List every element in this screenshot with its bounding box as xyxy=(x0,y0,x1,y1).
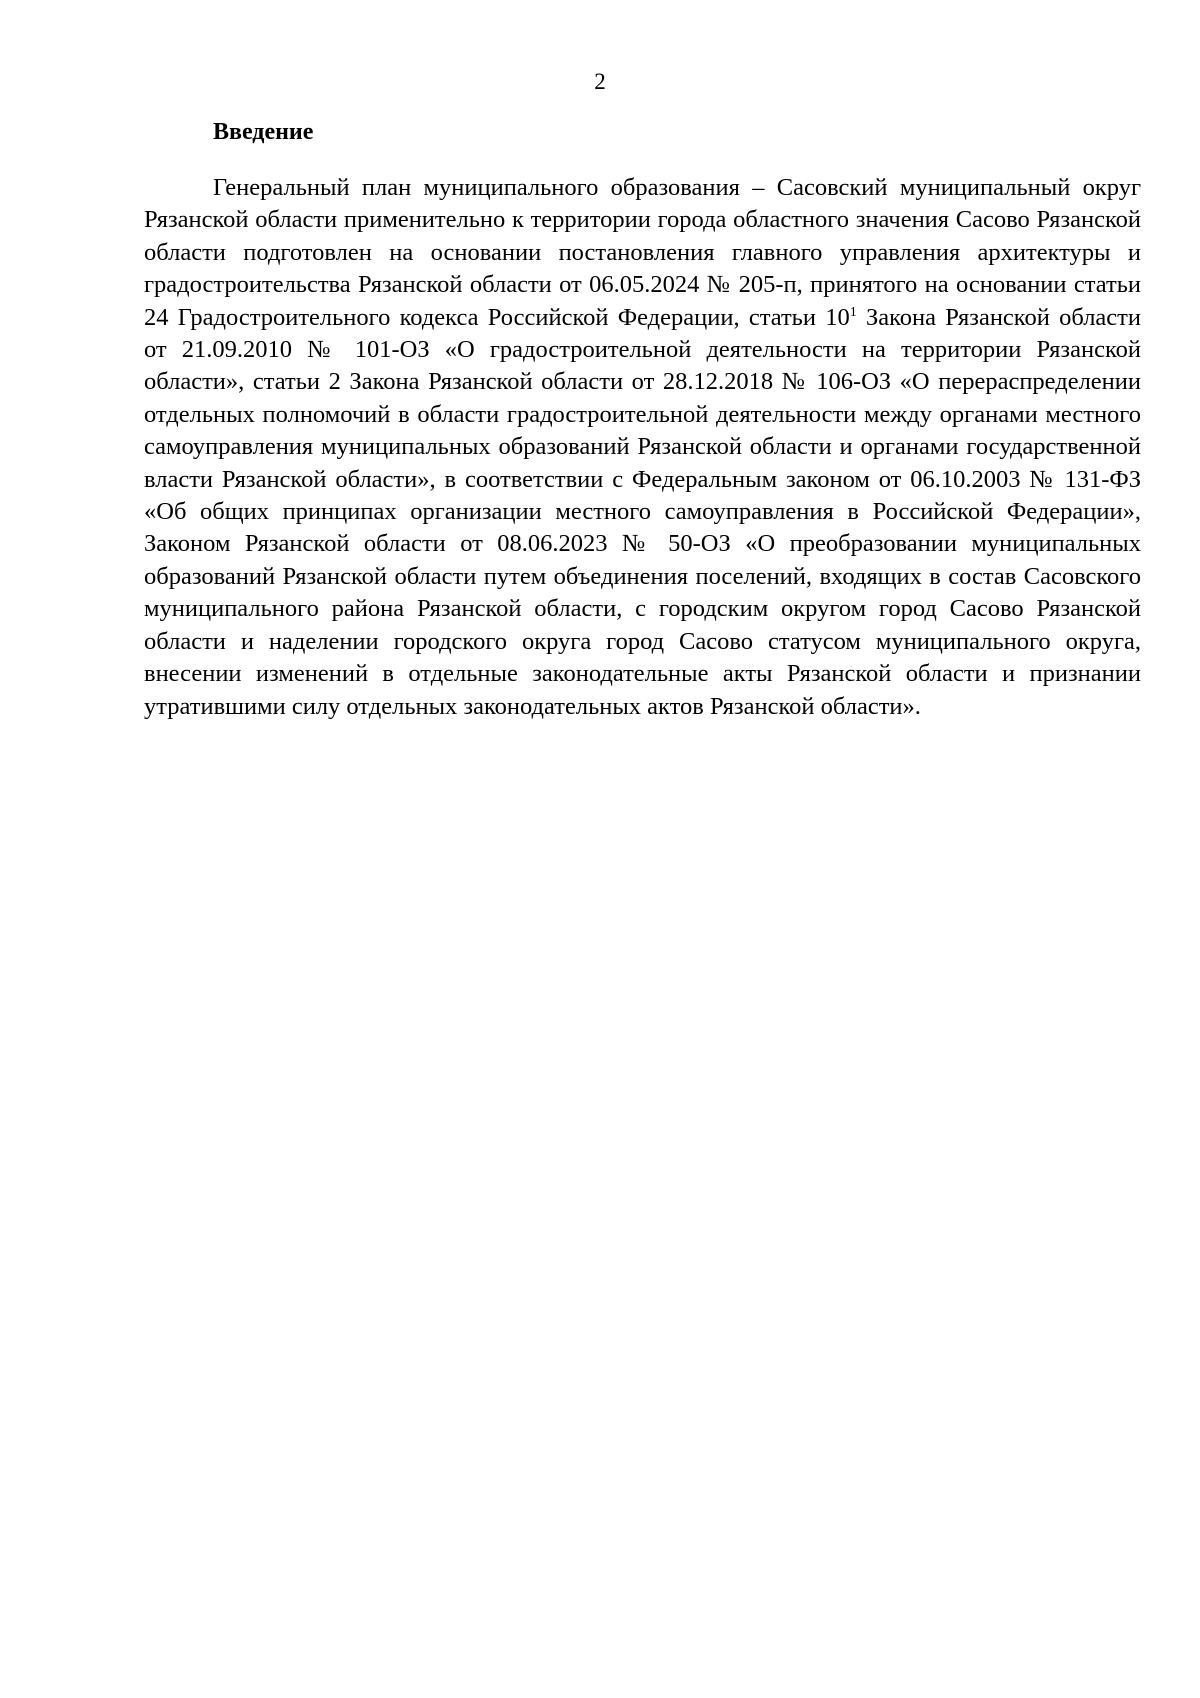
paragraph-text-part-2: Закона Рязанской области от 21.09.2010 № 101-ОЗ «О градостроительной деятельности на территории Рязанской области», статьи 2 Закона Рязанской области от 28.12.2018 № 106-ОЗ «О перераспределении отдельных полномочий в области градостроительной деятельности между органами местного самоуправления муниципальных образований Рязанской области и органами государственной власти Рязанской области», в соответствии с Федеральным законом от 06.10.2003 № 131-ФЗ «Об общих принципах организации местного самоуправления в Российской Федерации», Законом Рязанской области от 08.06.2023 № 50-ОЗ «О преобразовании муниципальных образований Рязанской области путем объединения поселений, входящих в состав Сасовского муниципального района Рязанской области, с городским округом город Сасово Рязанской области и наделении городского округа город Сасово статусом муниципального округа, внесении изменений в отдельные законодательные акты Рязанской области и признании утратившими силу отдельных законодательных актов Рязанской области». xyxy=(144,303,1141,720)
superscript-marker: 1 xyxy=(849,304,857,320)
page-number: 2 xyxy=(594,69,606,94)
paragraph-text-part-1: Генеральный план муниципального образования – Сасовский муниципальный округ Рязанской области применительно к территории города областного значения Сасово Рязанской области подготовлен на основании постановления главного управления архитектуры и градостроительства Рязанской области от 06.05.2024 № 205-п, принятого на основании статьи 24 Градостроительного кодекса Российской Федерации, статьи 10 xyxy=(144,174,1141,331)
section-heading: Введение xyxy=(213,119,314,145)
body-paragraph xyxy=(144,172,1141,723)
